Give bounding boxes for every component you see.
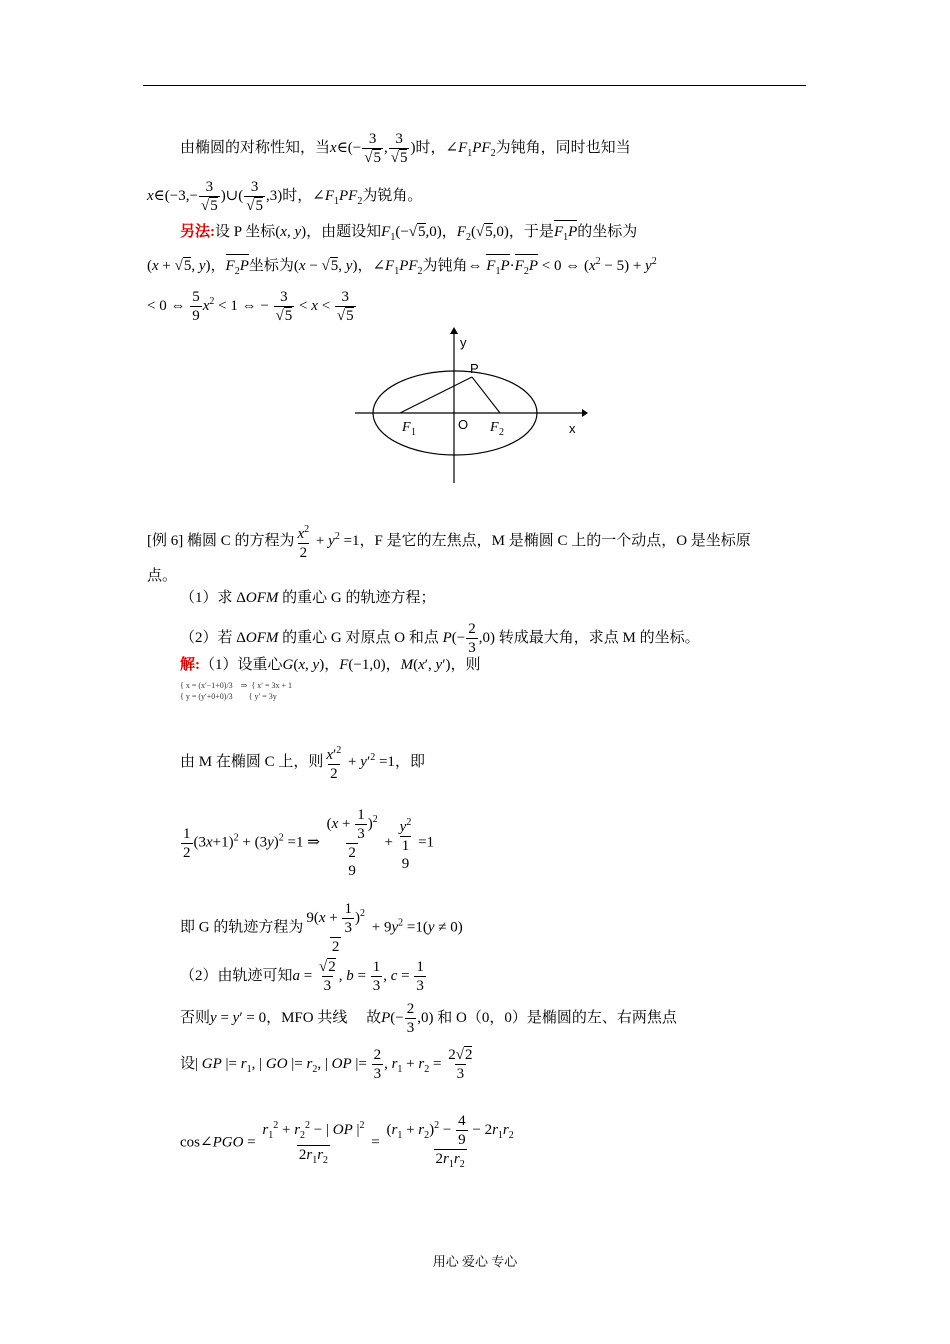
text: 转成最大角，求点 M 的坐标。: [498, 629, 700, 646]
text: 即 G 的轨迹方程为: [180, 919, 304, 936]
text-line-1: 由椭圆的对称性知，当x∈(− $\frac{3}{√5}$ , $\frac{3}{√5}$ )时，$\angle F_1PF_2$为钝角，同时也知当: [180, 131, 631, 166]
segment-f2p: [472, 377, 500, 413]
text-line-5: < 0 ⇔ $\frac{5}{9}$ $x^2 < 1$ ⇔ − $\frac{3}{√5}$ < x < $\frac{3}{√5}$: [147, 289, 354, 324]
text: ，即: [394, 753, 425, 770]
text: ，于是: [508, 224, 554, 240]
ellipse-diagram: [350, 325, 590, 487]
text: 坐标为: [248, 258, 294, 274]
page-footer: 用心 爱心 专心: [432, 1254, 518, 1269]
origin-label: O: [458, 417, 469, 432]
set-line: 设| GP |= $r_1$, | GO |= $r_2$, | OP |= $\frac{2}{3}$ , $r_1 + r_2$ = $\frac{2√2}{3}$: [180, 1047, 473, 1082]
text: 和 O（0，0）是椭圆的左、右两焦点: [437, 1009, 677, 1026]
text: （1）求: [180, 590, 233, 606]
question-1: （1）求 ΔOFM 的重心 G 的轨迹方程；: [180, 590, 436, 606]
f1-sub: 1: [411, 427, 416, 438]
f2-sub: 2: [499, 427, 504, 438]
text: （2）由轨迹可知: [180, 967, 293, 984]
f1-label: F: [402, 420, 411, 435]
x-arrow-icon: [582, 409, 588, 417]
f2-label: F: [490, 420, 499, 435]
text: （1）设重心: [200, 657, 283, 673]
text: 设: [180, 1055, 196, 1072]
text: （2）若: [180, 629, 233, 646]
equation-derivation: $\frac{1}{2}$ $(3x+1)^2 + (3y)^2 =1$ ⇒ (x + $\frac{1}{3}$ )$^2$ 2 9 + $y^2$ 1 9 =1: [183, 807, 435, 879]
example-title-cont: [147, 566, 177, 586]
text: ，MFO 共线 故: [266, 1009, 382, 1026]
alt-method-label: 另法:: [180, 224, 215, 240]
solution-label: 解:: [180, 657, 200, 673]
equation-system: { x = (x′−1+0)/3 ⇒ { x′ = 3x + 1 { y = (y′+0+0)/3 { y′ = 3y: [180, 681, 292, 701]
text: 的重心 G 对原点 O 和点: [282, 629, 439, 646]
text: 为钝角，同时也知当: [495, 139, 631, 156]
text-line-4: (x + √5, y)，$F_2P$坐标为(x − √5, y)，$\angle F_1PF_2$为钝角⇔ $F_1P\cdot F_2P < 0$ ⇔ $(x^2 - 5) + y^2$: [147, 252, 657, 282]
text: 时，: [415, 139, 446, 156]
g-trajectory: 即 G 的轨迹方程为 9(x + $\frac{1}{3}$ )$^2$ 2 + $9y^2 =1(y \ne 0)$: [180, 901, 463, 955]
text: 设 P 坐标: [215, 224, 276, 240]
y-arrow-icon: [450, 327, 458, 334]
text: ，F 是它的左焦点，M 是椭圆 C 上的一个动点，O 是坐标原: [359, 532, 751, 549]
text: 为锐角。: [362, 187, 423, 204]
y-label: y: [460, 335, 467, 350]
text: [例 6] 椭圆 C 的方程为: [147, 532, 295, 549]
text: 为钝角: [422, 258, 468, 274]
text: 的坐标为: [577, 224, 638, 240]
p-label: P: [470, 361, 479, 376]
question-2: （2）若 ΔOFM 的重心 G 对原点 O 和点 P(− $\frac{2}{3}$ ,0) 转成最大角，求点 M 的坐标。: [180, 621, 700, 656]
text: 点。: [147, 568, 178, 584]
m-on-ellipse: 由 M 在椭圆 C 上，则 $\frac{x'^2}{2}$ + $y'^2 =1$，即: [180, 745, 425, 782]
header-rule: [143, 85, 806, 86]
otherwise-line: 否则y = y′ = 0，MFO 共线 故P(− $\frac{2}{3}$ ,0) 和 O（0，0）是椭圆的左、右两焦点: [180, 1001, 677, 1036]
solution-1: 解:（1）设重心G(x, y)，F(−1,0)，M(x′, y′)，则: [180, 657, 481, 673]
text-line-3: 另法:设 P 坐标(x, y)，由题设知$F_1(-√5,0)$，$F_2(√5,0)$，于是$F_1P$的坐标为: [180, 222, 637, 248]
text: 时，: [282, 187, 313, 204]
text: 的重心 G 的轨迹方程；: [282, 590, 436, 606]
text: 由 M 在椭圆 C 上，则: [180, 753, 324, 770]
text: ，则: [450, 657, 481, 673]
text: ，由题设知: [306, 224, 382, 240]
example-title: [例 6] 椭圆 C 的方程为 $\frac{x^2}{2}$ + $y^2 =1$，F 是它的左焦点，M 是椭圆 C 上的一个动点，O 是坐标原: [147, 524, 751, 561]
x-label: x: [569, 421, 576, 436]
part-2: （2）由轨迹可知a = $\frac{√2}{3}$ , b = $\frac{1}{3}$ , c = $\frac{1}{3}$: [180, 959, 424, 994]
text: 由椭圆的对称性知，当: [180, 139, 331, 156]
segment-f1p: [400, 377, 472, 413]
text: 否则: [180, 1009, 211, 1026]
text-line-2: x∈(−3,− $\frac{3}{√5}$ )∪( $\frac{3}{√5}$ ,3)时，$\angle F_1PF_2$为锐角。: [147, 179, 423, 214]
cos-formula: cos∠PGO = $\frac{r_1^2 + r_2^2 - | OP |^2}{2r_1r_2}$ = $(r_1 + r_2)^2$ − $\frac{4}{9}$ − $2r_1r_2$ $2r_1r_2$: [180, 1112, 517, 1174]
